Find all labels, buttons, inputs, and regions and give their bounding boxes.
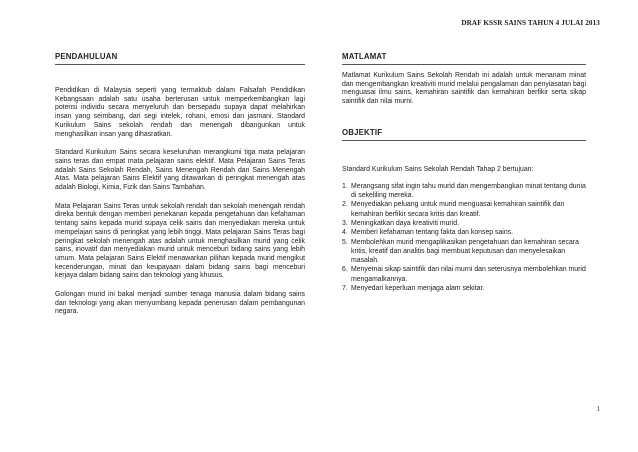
list-item-number: 2. [342,201,348,209]
right-column [342,52,586,293]
list-item-number: 3. [342,220,348,227]
list-item-text: Membolehkan murid mengaplikasikan pengetahuan dan kemahiran secara kritis, kreatif dan analitis bagi membuat keputusan dan menyelesaikan masalah. [351,238,579,265]
list-item [342,228,586,237]
list-item-text: Memberi kefahaman tentang fakta dan konsep sains. [351,229,514,237]
objektif-list [342,182,586,294]
list-item-text: Menyediakan peluang untuk murid menguasai kemahiran saintifik dan kemahiran berfikir secara kritis dan kreatif. [351,201,565,218]
list-item [342,284,586,293]
page-number: 1 [596,405,600,413]
matlamat-heading: MATLAMAT [342,52,586,65]
pendahuluan-paragraph-4: Golongan murid ini bakal menjadi sumber tenaga manusia dalam bidang sains dan teknologi yang akan menyumbang kepada penerusan dalam pembangunan negara. [55,291,305,316]
objektif-intro: Standard Kurikulum Sains Sekolah Rendah Tahap 2 bertujuan: [342,165,534,173]
objektif-heading: OBJEKTIF [342,128,586,141]
list-item-text: Meningkatkan daya kreativiti murid. [351,220,460,227]
list-item-text: Menyedari keperluan menjaga alam sekitar. [351,285,485,293]
list-item [342,200,586,219]
list-item [342,182,586,201]
list-item-text: Merangsang sifat ingin tahu murid dan mengembangkan minat tentang dunia di sekeliling mereka. [351,182,586,200]
pendahuluan-paragraph-2: Standard Kurikulum Sains secara keseluruhan merangkumi tiga mata pelajaran sains teras dan empat mata pelajaran sains elektif. Mata Pelajaran Sains Teras adalah Sains Sekolah Rendah, Sains Menengah Rendah dan Sains Menengah Atas. Mata pelajaran Sains Elektif yang ditawarkan di peringkat menengah atas adalah Biologi, Kimia, Fizik dan Sains Tambahan. [55,149,305,192]
pendahuluan-heading: PENDAHULUAN [55,52,305,65]
list-item-text: Menyemai sikap saintifik dan nilai murni dan seterusnya membolehkan murid mengamalkannya. [351,266,586,283]
list-item-number: 6. [342,266,348,274]
pendahuluan-paragraph-1: Pendidikan di Malaysia seperti yang termaktub dalam Falsafah Pendidikan Kebangsaan adalah satu usaha berterusan untuk memperkembangkan lagi potensi individu secara menyeluruh dan bersepadu supaya dapat melahirkan insan yang seimbang, dari segi intelek, rohani, emosi dan jasmani. Standard Kurikulum Sains sekolah rendah dan menengah dibangunkan untuk menghasilkan insan yang dihasratkan. [55,87,305,138]
list-item [342,238,586,266]
list-item-number: 1. [342,182,348,190]
list-item-number: 4. [342,229,348,237]
list-item-number: 7. [342,285,348,293]
left-column [55,52,305,317]
list-item [342,219,586,228]
list-item [342,265,586,284]
matlamat-paragraph: Matlamat Kurikulum Sains Sekolah Rendah ini adalah untuk menanam minat dan mengembangkan kreativiti murid melalui pengalaman dan penyiasatan bagi menguasai ilmu sains, kemahiran saintifik dan kemahiran berfikir serta sikap saintifik dan nilai murni. [342,72,587,106]
document-header-title: DRAF KSSR SAINS TAHUN 4 JULAI 2013 [461,19,600,27]
list-item-number: 5. [342,238,348,246]
pendahuluan-paragraph-3: Mata Pelajaran Sains Teras untuk sekolah rendah dan sekolah menengah rendah direka bentuk dengan memberi penekanan kepada pengetahuan dan kefahaman tentang sains kepada murid supaya celik sains dan menyediakan mereka untuk mempelajari sains di peringkat yang lebih tinggi. Mata pelajaran Sains Teras bagi peringkat sekolah menengah atas adalah untuk menghasilkan murid yang celik sains, inovatif dan menyediakan murid untuk menceburi bidang sains yang lebih umum. Mata pelajaran Sains Elektif menawarkan pilihan kepada murid mengikut kecenderungan, minat dan keupayaan dalam bidang sains bagi menceburi kerjaya dalam bidang sains dan teknologi yang khusus. [55,202,305,280]
